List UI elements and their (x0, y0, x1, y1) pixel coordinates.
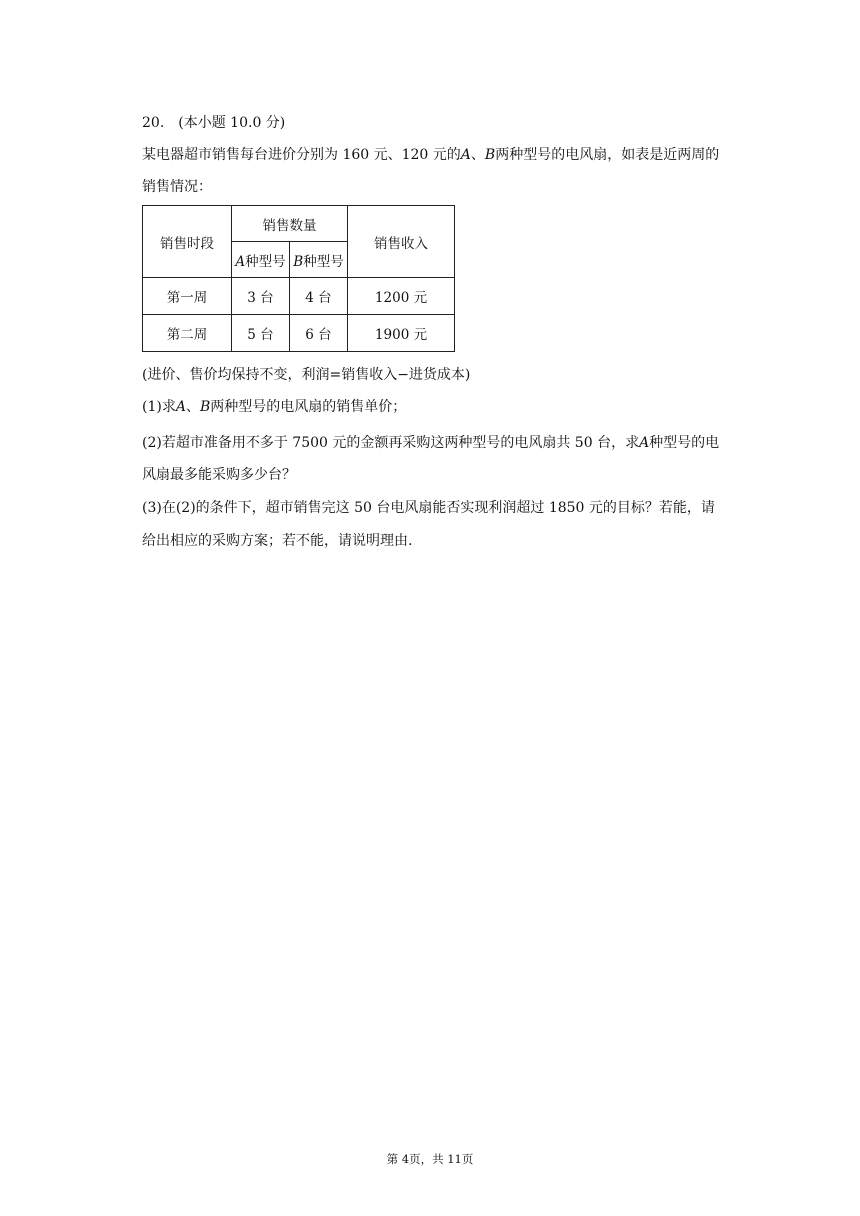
row-period: 第一周 (143, 278, 232, 315)
table-row (143, 315, 455, 352)
row-revenue: 1900 元 (348, 315, 455, 352)
question-number: 20. (142, 115, 165, 131)
sales-table (142, 205, 455, 352)
row-revenue: 1200 元 (348, 278, 455, 315)
header-revenue: 销售收入 (348, 206, 455, 278)
row-qty-b: 4 台 (290, 278, 348, 315)
question-stem-line-2: 销售情况： (142, 179, 212, 195)
question-header (142, 114, 285, 132)
row-qty-b: 6 台 (290, 315, 348, 352)
row-qty-a: 3 台 (232, 278, 290, 315)
pricing-note: (进价、售价均保持不变，利润=销售收入−进货成本) (142, 367, 471, 383)
part-3-line-1: (3)在(2)的条件下，超市销售完这 50 台电风扇能否实现利润超过 1850 元的目标？若能，请 (142, 500, 715, 516)
part-2-line-2: 风扇最多能采购多少台？ (142, 467, 296, 483)
header-period: 销售时段 (143, 206, 232, 278)
question-stem-line-1: 某电器超市销售每台进价分别为 160 元、120 元的𝐴、𝐵两种型号的电风扇，如表是近两周的 (142, 147, 720, 163)
table-header-row (143, 206, 455, 242)
row-period: 第二周 (143, 315, 232, 352)
header-quantity: 销售数量 (232, 206, 348, 242)
part-1: (1)求𝐴、𝐵两种型号的电风扇的销售单价； (142, 399, 407, 415)
table-row (143, 278, 455, 315)
header-type-b: 𝐵种型号 (290, 242, 348, 278)
page-footer: 第 4页，共 11页 (386, 1152, 474, 1166)
row-qty-a: 5 台 (232, 315, 290, 352)
question-points: (本小题 10.0 分) (178, 115, 286, 131)
part-3-line-2: 给出相应的采购方案；若不能，请说明理由. (142, 533, 413, 549)
header-type-a: 𝐴种型号 (232, 242, 290, 278)
part-2-line-1: (2)若超市准备用不多于 7500 元的金额再采购这两种型号的电风扇共 50 台，求𝐴种型号的电 (142, 435, 720, 451)
